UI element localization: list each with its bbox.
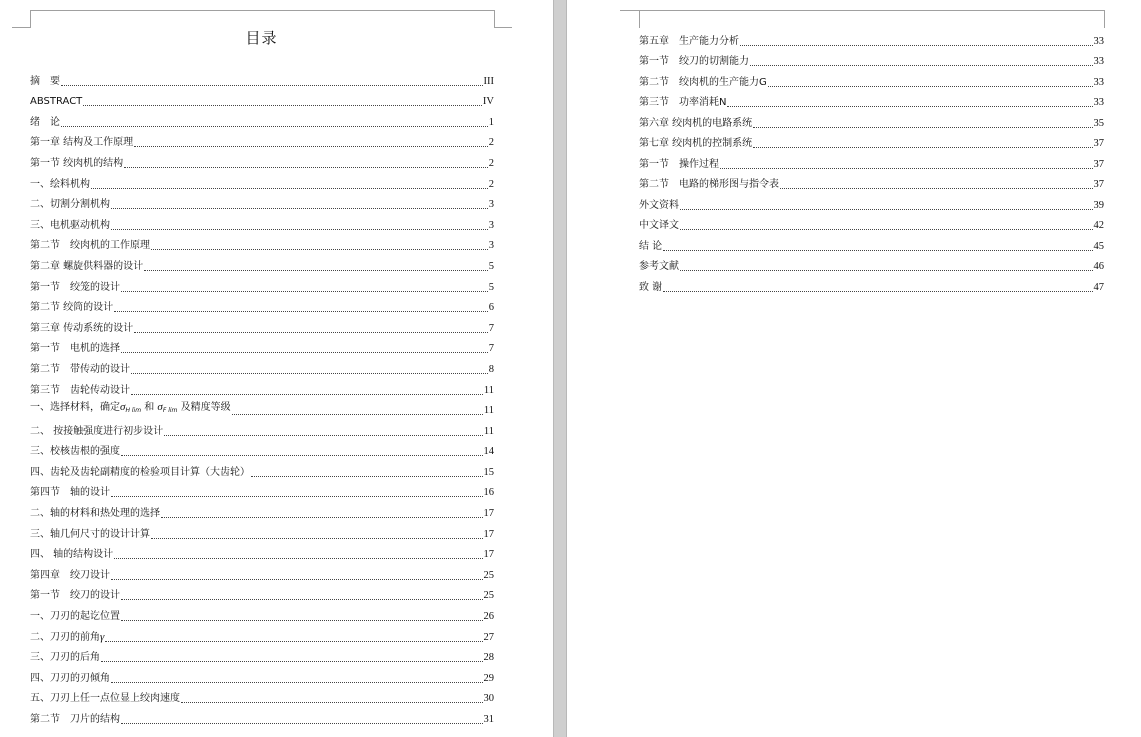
toc-entry-text: 外文资料 <box>639 199 679 211</box>
toc-entry-title <box>30 611 120 623</box>
dot-leader <box>114 557 482 559</box>
toc-entry-title <box>30 220 110 232</box>
toc-page-number: 3 <box>488 219 494 231</box>
toc-page-number: 7 <box>488 343 494 355</box>
dot-leader <box>121 290 488 292</box>
toc-page-number: 25 <box>483 569 494 581</box>
dot-leader <box>83 104 482 106</box>
toc-page-number: III <box>483 75 494 87</box>
dot-leader <box>124 166 488 168</box>
toc-entry <box>30 417 494 438</box>
toc-entry-title <box>30 76 60 88</box>
toc-page-number: 26 <box>483 611 494 623</box>
dot-leader <box>91 187 488 189</box>
toc-entry <box>30 479 494 500</box>
dot-leader <box>111 578 483 580</box>
toc-page-number: 2 <box>488 137 494 149</box>
toc-page-number: 5 <box>488 260 494 272</box>
toc-entry-text: 第二章 螺旋供料器的设计 <box>30 260 144 272</box>
toc-entry <box>30 355 494 376</box>
toc-entry-title <box>30 652 100 664</box>
toc-entry <box>30 273 494 294</box>
toc-page-number: 15 <box>483 466 494 478</box>
toc-entry <box>30 438 494 459</box>
toc-page-number: 7 <box>488 322 494 334</box>
toc-entry <box>30 108 494 129</box>
toc-entry <box>639 109 1104 130</box>
dot-leader <box>680 269 1093 271</box>
toc-entry <box>30 499 494 520</box>
toc-entry <box>30 314 494 335</box>
dot-leader <box>750 64 1093 66</box>
toc-entry-text: 及精度等级 <box>177 402 231 414</box>
toc-entry-text: 二、刀刃的前角 <box>30 631 100 643</box>
toc-page-number: 30 <box>483 693 494 705</box>
toc-entry-text: 中文译文 <box>639 220 679 231</box>
toc-page-number: 25 <box>483 590 494 602</box>
toc-entry <box>30 170 494 191</box>
toc-page-number: 33 <box>1093 35 1104 47</box>
toc-entry-title <box>639 118 752 130</box>
toc-entry <box>639 171 1104 192</box>
toc-entry-title <box>30 282 120 294</box>
toc-entry-title <box>30 446 120 458</box>
toc-entry <box>639 48 1104 69</box>
toc-page-number: 33 <box>1093 56 1104 67</box>
toc-entry-title <box>30 323 133 335</box>
toc-entry-title <box>30 240 150 252</box>
toc-entry <box>30 705 494 726</box>
dot-leader <box>161 516 483 518</box>
toc-entry-title <box>30 631 104 644</box>
toc-entry <box>639 273 1104 294</box>
toc-entry-title <box>30 179 90 191</box>
toc-page-number: 3 <box>488 199 494 211</box>
toc-entry-text: 摘 要 <box>30 75 60 87</box>
math-symbol: γ <box>100 630 105 643</box>
toc-page-number: 35 <box>1093 117 1104 129</box>
toc-entry-title <box>30 117 60 129</box>
toc-entry-title <box>30 302 113 314</box>
toc-entry-text: 第一节 电机的选择 <box>30 343 120 355</box>
toc-page-number: 29 <box>483 672 494 684</box>
toc-page-number: 28 <box>483 652 494 664</box>
toc-entry <box>30 376 494 397</box>
toc-page-number: IV <box>482 96 494 108</box>
dot-leader <box>780 187 1093 189</box>
toc-entry <box>639 253 1104 274</box>
dot-leader <box>251 475 483 477</box>
toc-entry-title <box>30 385 130 397</box>
dot-leader <box>663 249 1092 251</box>
toc-page-number: 37 <box>1093 179 1104 190</box>
toc-entry-title <box>639 200 679 212</box>
toc-entry-title <box>30 570 110 582</box>
toc-list-left <box>30 67 494 726</box>
toc-title: 目录 <box>245 29 278 47</box>
toc-page-number: 6 <box>488 302 494 314</box>
toc-entry <box>30 335 494 356</box>
dot-leader <box>121 454 483 456</box>
toc-page-number: 17 <box>483 528 494 540</box>
dot-leader <box>131 393 483 395</box>
dot-leader <box>151 537 483 539</box>
toc-entry-text: 致 谢 <box>639 281 663 293</box>
toc-entry-title <box>639 282 662 294</box>
dot-leader <box>753 146 1092 148</box>
toc-entry <box>639 232 1104 253</box>
toc-page-number: 2 <box>488 178 494 190</box>
toc-entry <box>30 232 494 253</box>
dot-leader <box>111 681 483 683</box>
toc-entry <box>30 458 494 479</box>
toc-entry-title <box>30 199 110 211</box>
toc-entry-title <box>639 241 662 253</box>
page-gutter <box>553 0 567 737</box>
toc-page-number: 27 <box>483 631 494 643</box>
toc-page-number: 17 <box>483 508 494 520</box>
toc-page-number: 37 <box>1093 158 1104 170</box>
toc-entry-text: 一、选择材料，确定 <box>30 402 120 414</box>
toc-entry-text: 四、 轴的结构设计 <box>30 549 114 561</box>
toc-entry <box>30 149 494 170</box>
dot-leader <box>61 125 488 127</box>
toc-entry <box>30 88 494 109</box>
toc-entry-title <box>30 426 163 438</box>
toc-entry-text: 第二节 刀片的结构 <box>30 714 120 725</box>
toc-entry <box>30 67 494 88</box>
toc-entry <box>639 212 1104 233</box>
toc-entry-title <box>30 549 113 561</box>
toc-entry-text: 二、切割分割机构 <box>30 199 110 211</box>
toc-entry-title <box>30 487 110 499</box>
toc-page-number: 33 <box>1093 97 1104 108</box>
toc-page-number: 16 <box>483 487 494 499</box>
toc-entry-title <box>30 590 120 602</box>
toc-page-number: 8 <box>488 363 494 375</box>
toc-entry-text: 三、校核齿根的强度 <box>30 446 120 458</box>
toc-entry-text: 四、齿轮及齿轮副精度的检验项目计算（大齿轮） <box>30 466 250 478</box>
toc-entry <box>30 520 494 541</box>
toc-entry <box>30 252 494 273</box>
toc-entry-title <box>639 56 749 68</box>
toc-entry <box>30 644 494 665</box>
toc-entry-title <box>30 261 143 273</box>
dot-leader <box>121 619 483 621</box>
toc-entry-text: 第一节 绞刀的设计 <box>30 590 120 602</box>
toc-entry-title <box>639 77 767 89</box>
toc-entry-text: 二、 按接触强度进行初步设计 <box>30 425 164 437</box>
dot-leader <box>144 269 488 271</box>
toc-entry-text: 第二节 绞筒的设计 <box>30 302 114 314</box>
toc-entry <box>30 294 494 315</box>
toc-page-number: 33 <box>1093 76 1104 88</box>
math-symbol: σ <box>157 401 163 414</box>
toc-entry-text: 第二节 带传动的设计 <box>30 363 130 375</box>
toc-entry-title <box>639 97 726 109</box>
dot-leader <box>680 228 1093 230</box>
dot-leader <box>727 105 1092 107</box>
toc-entry-text: 第三章 传动系统的设计 <box>30 322 134 334</box>
dot-leader <box>181 701 483 703</box>
toc-entry-text: 三、刀刃的后角 <box>30 652 100 664</box>
dot-leader <box>720 167 1093 169</box>
toc-entry-text: 二、轴的材料和热处理的选择 <box>30 508 160 520</box>
toc-entry-title <box>30 343 120 355</box>
toc-entry-title <box>639 220 679 232</box>
dot-leader <box>111 207 488 209</box>
dot-leader <box>114 310 488 312</box>
toc-page-number: 1 <box>488 116 494 128</box>
toc-entry-title <box>30 693 180 705</box>
toc-entry-text: ABSTRACT <box>30 96 83 108</box>
toc-entry <box>639 150 1104 171</box>
dot-leader <box>768 85 1093 87</box>
toc-page-number: 37 <box>1093 138 1104 149</box>
dot-leader <box>232 413 483 415</box>
math-symbol: σ <box>120 401 126 414</box>
toc-entry-text: 三、轴几何尺寸的设计计算 <box>30 528 150 540</box>
toc-entry <box>30 541 494 562</box>
dot-leader <box>121 722 483 724</box>
toc-entry-text: 五、刀刃上任一点位显上绞肉速度 <box>30 693 180 705</box>
toc-page-number: 11 <box>483 425 494 437</box>
toc-entry-text: 第一节 操作过程 <box>639 158 719 170</box>
dot-leader <box>164 434 483 436</box>
toc-entry-title <box>30 467 250 479</box>
header-line <box>30 10 494 11</box>
toc-entry-text: 第三节 齿轮传动设计 <box>30 384 130 396</box>
toc-entry-text: 第三节 功率消耗N <box>639 97 727 108</box>
toc-entry <box>639 130 1104 151</box>
dot-leader <box>134 331 488 333</box>
toc-entry-title <box>639 179 779 191</box>
toc-entry <box>30 397 494 418</box>
toc-entry <box>30 602 494 623</box>
margin-mark <box>30 10 31 28</box>
math-subscript: H lim <box>125 407 142 415</box>
dot-leader <box>121 351 488 353</box>
toc-entry-title <box>30 673 110 685</box>
toc-page-number: 46 <box>1093 261 1104 272</box>
dot-leader <box>663 290 1092 292</box>
toc-entry <box>639 68 1104 89</box>
toc-entry-text: 参考文献 <box>639 261 679 272</box>
toc-page-number: 39 <box>1093 199 1104 211</box>
toc-entry-text: 第一节 绞肉机的结构 <box>30 157 124 169</box>
toc-entry <box>30 623 494 644</box>
toc-entry-text: 第一节 绞刀的切割能力 <box>639 56 749 67</box>
toc-entry-text: 一、刀刃的起讫位置 <box>30 611 120 623</box>
dot-leader <box>134 145 488 147</box>
toc-entry-title <box>30 158 123 170</box>
toc-page-number: 5 <box>488 281 494 293</box>
toc-page-number: 31 <box>483 714 494 725</box>
toc-page-number: 2 <box>488 157 494 169</box>
toc-list-right <box>639 27 1104 294</box>
dot-leader <box>740 44 1093 46</box>
toc-entry-title <box>639 36 739 48</box>
toc-entry-title <box>30 401 231 417</box>
dot-leader <box>111 495 483 497</box>
margin-mark <box>639 10 640 28</box>
toc-entry-title <box>30 364 130 376</box>
toc-page-number: 3 <box>488 240 494 252</box>
toc-entry-title <box>639 159 719 171</box>
toc-entry-text: 第一章 结构及工作原理 <box>30 137 134 149</box>
toc-entry <box>30 211 494 232</box>
dot-leader <box>680 208 1093 210</box>
toc-entry-text: 第五章 生产能力分析 <box>639 35 739 47</box>
toc-entry <box>30 685 494 706</box>
toc-entry-text: 第六章 绞肉机的电路系统 <box>639 117 753 129</box>
dot-leader <box>101 660 483 662</box>
dot-leader <box>131 372 488 374</box>
toc-entry <box>639 191 1104 212</box>
toc-entry <box>30 561 494 582</box>
toc-entry-title <box>639 261 679 273</box>
toc-entry <box>30 129 494 150</box>
toc-entry-text: 结 论 <box>639 240 663 252</box>
header-line <box>620 10 1104 11</box>
dot-leader <box>105 640 482 642</box>
toc-entry-text: 一、绘料机构 <box>30 178 90 190</box>
toc-entry-text: 第七章 绞肉机的控制系统 <box>639 138 753 149</box>
toc-entry <box>30 664 494 685</box>
toc-entry-text: 四、刀刃的刃倾角 <box>30 672 110 684</box>
toc-entry <box>30 582 494 603</box>
toc-page-number: 42 <box>1093 220 1104 231</box>
dot-leader <box>753 126 1092 128</box>
dot-leader <box>121 598 483 600</box>
document-page-left <box>0 0 553 737</box>
toc-entry-text: 第四章 绞刀设计 <box>30 569 110 581</box>
dot-leader <box>151 248 488 250</box>
toc-entry-title <box>30 508 160 520</box>
toc-page-number: 11 <box>483 405 494 417</box>
toc-entry-title <box>30 714 120 726</box>
toc-entry-title <box>30 137 133 149</box>
toc-entry-text: 绪 论 <box>30 116 60 128</box>
dot-leader <box>111 228 488 230</box>
toc-entry <box>639 27 1104 48</box>
toc-page-number: 47 <box>1093 281 1104 293</box>
toc-page-number: 14 <box>483 446 494 458</box>
toc-entry-text: 第二节 绞肉机的生产能力G <box>639 76 767 88</box>
toc-entry <box>639 89 1104 110</box>
toc-entry-text: 第四节 轴的设计 <box>30 487 110 499</box>
toc-entry <box>30 191 494 212</box>
toc-entry-text: 第一节 绞笼的设计 <box>30 281 120 293</box>
toc-entry-text: 和 <box>141 402 158 414</box>
toc-page-number: 17 <box>483 549 494 561</box>
toc-entry-title <box>639 138 752 150</box>
toc-entry-text: 第二节 电路的梯形图与指令表 <box>639 179 779 190</box>
toc-entry-text: 第二节 绞肉机的工作原理 <box>30 240 150 252</box>
margin-mark <box>1104 10 1105 28</box>
math-subscript: F lim <box>162 407 178 415</box>
dot-leader <box>61 84 483 86</box>
toc-entry-title <box>30 529 150 541</box>
toc-entry-title <box>30 96 82 108</box>
margin-mark <box>494 10 495 28</box>
toc-entry-text: 三、电机驱动机构 <box>30 219 110 231</box>
toc-page-number: 45 <box>1093 240 1104 252</box>
toc-page-number: 11 <box>483 384 494 396</box>
